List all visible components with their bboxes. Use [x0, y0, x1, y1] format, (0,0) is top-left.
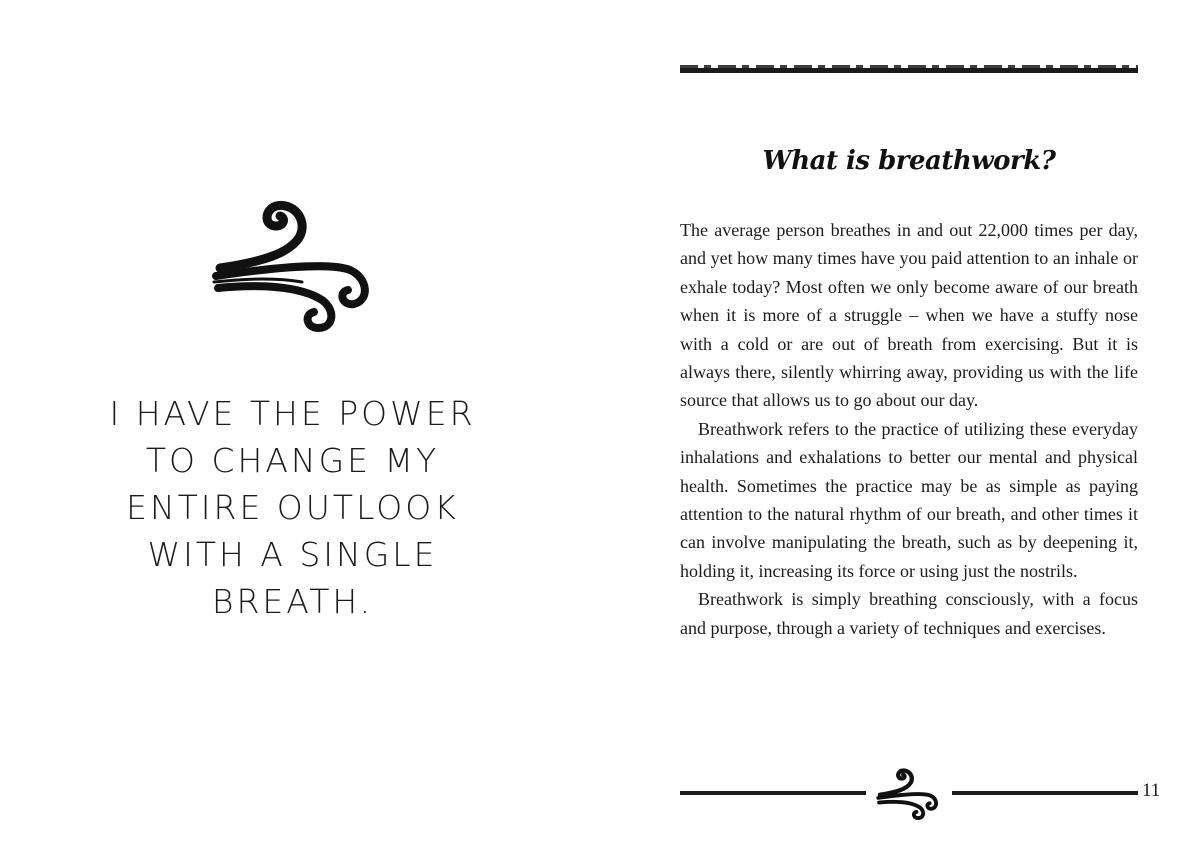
- body-text: [680, 216, 1138, 642]
- affirmation-line: ENTIRE OUTLOOK: [126, 488, 459, 527]
- right-page: [600, 0, 1200, 846]
- affirmation-line: I HAVE THE POWER: [109, 394, 476, 433]
- wind-swirl-icon: [876, 766, 942, 822]
- page-number: 11: [1142, 780, 1161, 801]
- affirmation-line: BREATH.: [211, 582, 374, 621]
- affirmation-line: WITH A SINGLE: [147, 535, 438, 574]
- bottom-divider-left: [680, 791, 866, 795]
- affirmation-line: TO CHANGE MY: [145, 441, 440, 480]
- paragraph: Breathwork is simply breathing consciously, with a focus and purpose, through a variety of techniques and exercises.: [680, 589, 1138, 638]
- top-divider: [680, 68, 1138, 73]
- paragraph: Breathwork refers to the practice of utilizing these everyday inhalations and exhalations to better our mental and physical health. Sometimes the practice may be as simple as paying attention to the natural rhythm of our breath, and other times it can involve manipulating the breath, such as by deepening it, holding it, increasing its force or using just the nostrils.: [680, 418, 1138, 581]
- wind-swirl-icon: [210, 196, 380, 336]
- affirmation-quote: [60, 390, 525, 625]
- bottom-divider-right: [952, 791, 1138, 795]
- paragraph: The average person breathes in and out 22,000 times per day, and yet how many times have you paid attention to an inhale or exhale today? Most often we only become aware of our breath when it is more of a struggle – when we have a stuffy nose with a cold or are out of breath from exercising. But it is always there, silently whirring away, providing us with the life source that allows us to go about our day.: [680, 220, 1138, 411]
- section-heading: What is breathwork?: [762, 146, 1056, 176]
